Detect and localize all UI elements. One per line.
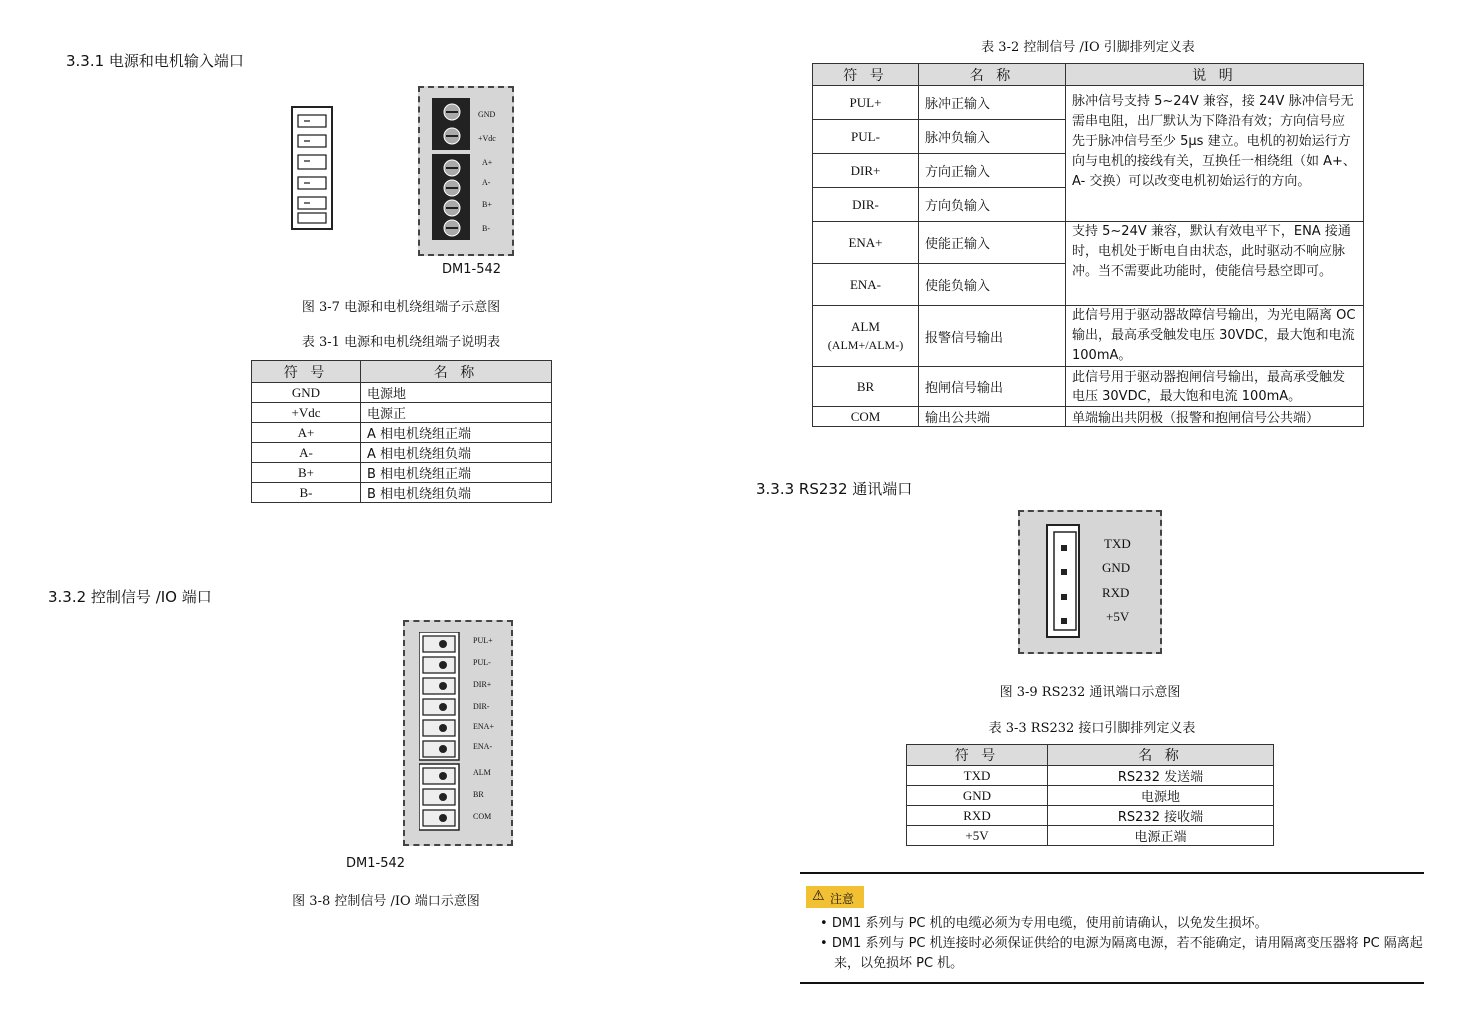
section-3-3-1-title: 3.3.1 电源和电机输入端口 xyxy=(66,52,244,70)
rs232-connector-icon xyxy=(1046,524,1082,640)
cell-name: A 相电机绕组负端 xyxy=(361,443,552,463)
list-item: • DM1 系列与 PC 机的电缆必须为专用电缆，使用前请确认，以免发生损坏。 xyxy=(820,916,1268,931)
fig38-pin-pul-plus: PUL+ xyxy=(473,636,493,645)
table32-caption: 表 3-2 控制信号 /IO 引脚排列定义表 xyxy=(981,40,1195,55)
cell-name: 电源地 xyxy=(361,383,552,403)
fig38-pin-dir-minus: DIR- xyxy=(473,702,490,711)
control-io-connector-icon xyxy=(419,632,461,832)
cell-name: 方向正输入 xyxy=(919,154,1066,188)
cell-name: 抱闸信号输出 xyxy=(919,367,1066,407)
section-3-3-2-title: 3.3.2 控制信号 /IO 端口 xyxy=(48,588,212,606)
cell-name: B 相电机绕组正端 xyxy=(361,463,552,483)
cell-name: 脉冲正输入 xyxy=(919,86,1066,120)
table32-header-desc: 说 明 xyxy=(1066,64,1364,86)
fig39-pin-rxd: RXD xyxy=(1102,585,1130,600)
cell-name: A 相电机绕组正端 xyxy=(361,423,552,443)
alm-symbol: ALM xyxy=(851,319,880,334)
cell-name: 报警信号输出 xyxy=(919,306,1066,367)
note-label: 注意 xyxy=(830,892,855,906)
note-top-rule xyxy=(800,872,1424,874)
table31-caption: 表 3-1 电源和电机绕组端子说明表 xyxy=(301,335,501,350)
cell-symbol: B+ xyxy=(252,463,361,483)
cell-symbol: ENA+ xyxy=(813,222,919,264)
table-row xyxy=(252,463,552,483)
rs232-port-box xyxy=(1018,510,1162,654)
fig39-pin-5v: +5V xyxy=(1106,609,1130,624)
note-text: DM1 系列与 PC 机的电缆必须为专用电缆，使用前请确认，以免发生损坏。 xyxy=(831,916,1268,931)
cell-symbol: PUL- xyxy=(813,120,919,154)
note-label-badge xyxy=(806,886,864,908)
table33-caption: 表 3-3 RS232 接口引脚排列定义表 xyxy=(988,721,1196,736)
table-row xyxy=(813,407,1364,427)
cell-name: 脉冲负输入 xyxy=(919,120,1066,154)
fig38-pin-alm: ALM xyxy=(473,768,491,777)
table-row xyxy=(907,806,1274,826)
table-row xyxy=(813,222,1364,264)
cell-symbol: PUL+ xyxy=(813,86,919,120)
fig38-pin-br: BR xyxy=(473,790,484,799)
fig37-pin-a-minus: A- xyxy=(482,178,491,187)
cell-description: 支持 5~24V 兼容，默认有效电平下，ENA 接通时，电机处于断电自由状态，此时驱动不响应脉冲。当不需要此功能时，使能信号悬空即可。 xyxy=(1066,222,1364,306)
table33-header-name: 名 称 xyxy=(1048,745,1274,766)
fig38-pin-com: COM xyxy=(473,812,492,821)
cell-symbol: BR xyxy=(813,367,919,407)
table31-header-symbol: 符 号 xyxy=(252,361,361,383)
fig39-caption: 图 3-9 RS232 通讯端口示意图 xyxy=(999,685,1181,700)
table-3-1 xyxy=(251,360,552,503)
cell-description: 脉冲信号支持 5~24V 兼容，接 24V 脉冲信号无需串电阻，出厂默认为下降沿有效；方向信号应先于脉冲信号至少 5μs 建立。电机的初始运行方向与电机的接线有关，互换任一相绕组（如 A+、A- 交换）可以改变电机初始运行的方向。 xyxy=(1066,86,1364,222)
fig37-model-label: DM1-542 xyxy=(442,262,502,277)
cell-symbol: DIR+ xyxy=(813,154,919,188)
table-3-2 xyxy=(812,63,1364,427)
cell-description: 此信号用于驱动器抱闸信号输出，最高承受触发电压 30VDC，最大饱和电流 100mA。 xyxy=(1066,367,1364,407)
cell-name: RS232 发送端 xyxy=(1048,766,1274,786)
table-row xyxy=(907,826,1274,846)
cell-symbol: A- xyxy=(252,443,361,463)
fig38-caption: 图 3-8 控制信号 /IO 端口示意图 xyxy=(292,894,480,909)
table-row xyxy=(252,443,552,463)
table-row xyxy=(252,423,552,443)
table-row xyxy=(252,383,552,403)
cell-symbol: GND xyxy=(252,383,361,403)
table-3-3 xyxy=(906,744,1274,846)
cell-symbol: RXD xyxy=(907,806,1048,826)
table-row xyxy=(813,306,1364,367)
fig38-pin-ena-plus: ENA+ xyxy=(473,722,494,731)
cell-name: 使能正输入 xyxy=(919,222,1066,264)
table32-header-name: 名 称 xyxy=(919,64,1066,86)
cell-symbol: TXD xyxy=(907,766,1048,786)
cell-symbol: COM xyxy=(813,407,919,427)
cell-symbol: A+ xyxy=(252,423,361,443)
control-io-terminal-box xyxy=(403,620,513,846)
cell-name: RS232 接收端 xyxy=(1048,806,1274,826)
power-motor-terminal-box xyxy=(418,86,514,256)
warning-icon: ⚠ xyxy=(812,888,825,904)
note-list xyxy=(812,914,1424,974)
fig37-pin-b-minus: B- xyxy=(482,224,490,233)
cell-name: 电源地 xyxy=(1048,786,1274,806)
cell-symbol: DIR- xyxy=(813,188,919,222)
cell-name: 使能负输入 xyxy=(919,264,1066,306)
cell-name: 输出公共端 xyxy=(919,407,1066,427)
terminal-block-side-drawing xyxy=(290,105,336,233)
table31-header-name: 名 称 xyxy=(361,361,552,383)
section-3-3-3-title: 3.3.3 RS232 通讯端口 xyxy=(756,480,913,498)
cell-symbol: ENA- xyxy=(813,264,919,306)
cell-description: 此信号用于驱动器故障信号输出，为光电隔离 OC 输出，最高承受触发电压 30VDC，最大饱和电流 100mA。 xyxy=(1066,306,1364,367)
fig38-pin-dir-plus: DIR+ xyxy=(473,680,492,689)
fig37-pin-gnd: GND xyxy=(478,110,496,119)
table-row xyxy=(813,86,1364,120)
note-text: DM1 系列与 PC 机连接时必须保证供给的电源为隔离电源，若不能确定，请用隔离变压器将 PC 隔离起来，以免损坏 PC 机。 xyxy=(831,936,1423,971)
cell-name: 电源正端 xyxy=(1048,826,1274,846)
fig38-pin-ena-minus: ENA- xyxy=(473,742,493,751)
fig38-pin-pul-minus: PUL- xyxy=(473,658,491,667)
fig37-pin-a-plus: A+ xyxy=(482,158,493,167)
cell-name: B 相电机绕组负端 xyxy=(361,483,552,503)
alm-symbol-detail: (ALM+/ALM-) xyxy=(827,338,904,352)
cell-symbol xyxy=(813,306,919,367)
list-item: • DM1 系列与 PC 机连接时必须保证供给的电源为隔离电源，若不能确定，请用隔离变压器将 PC 隔离起来，以免损坏 PC 机。 xyxy=(820,936,1423,971)
table32-header-symbol: 符 号 xyxy=(813,64,919,86)
fig38-model-label: DM1-542 xyxy=(346,856,406,871)
cell-symbol: GND xyxy=(907,786,1048,806)
fig37-pin-b-plus: B+ xyxy=(482,200,492,209)
cell-symbol: +Vdc xyxy=(252,403,361,423)
cell-name: 方向负输入 xyxy=(919,188,1066,222)
fig39-pin-gnd: GND xyxy=(1102,560,1131,575)
table-row xyxy=(907,766,1274,786)
note-bottom-rule xyxy=(800,982,1424,984)
table-row xyxy=(252,483,552,503)
fig37-pin-vdc: +Vdc xyxy=(478,134,496,143)
fig37-caption: 图 3-7 电源和电机绕组端子示意图 xyxy=(301,300,501,315)
fig39-pin-txd: TXD xyxy=(1104,536,1131,551)
power-motor-connector-icon xyxy=(432,98,472,240)
table-row xyxy=(252,403,552,423)
cell-description: 单端输出共阴极（报警和抱闸信号公共端） xyxy=(1066,407,1364,427)
cell-symbol: +5V xyxy=(907,826,1048,846)
cell-name: 电源正 xyxy=(361,403,552,423)
cell-symbol: B- xyxy=(252,483,361,503)
table33-header-symbol: 符 号 xyxy=(907,745,1048,766)
table-row xyxy=(907,786,1274,806)
table-row xyxy=(813,367,1364,407)
